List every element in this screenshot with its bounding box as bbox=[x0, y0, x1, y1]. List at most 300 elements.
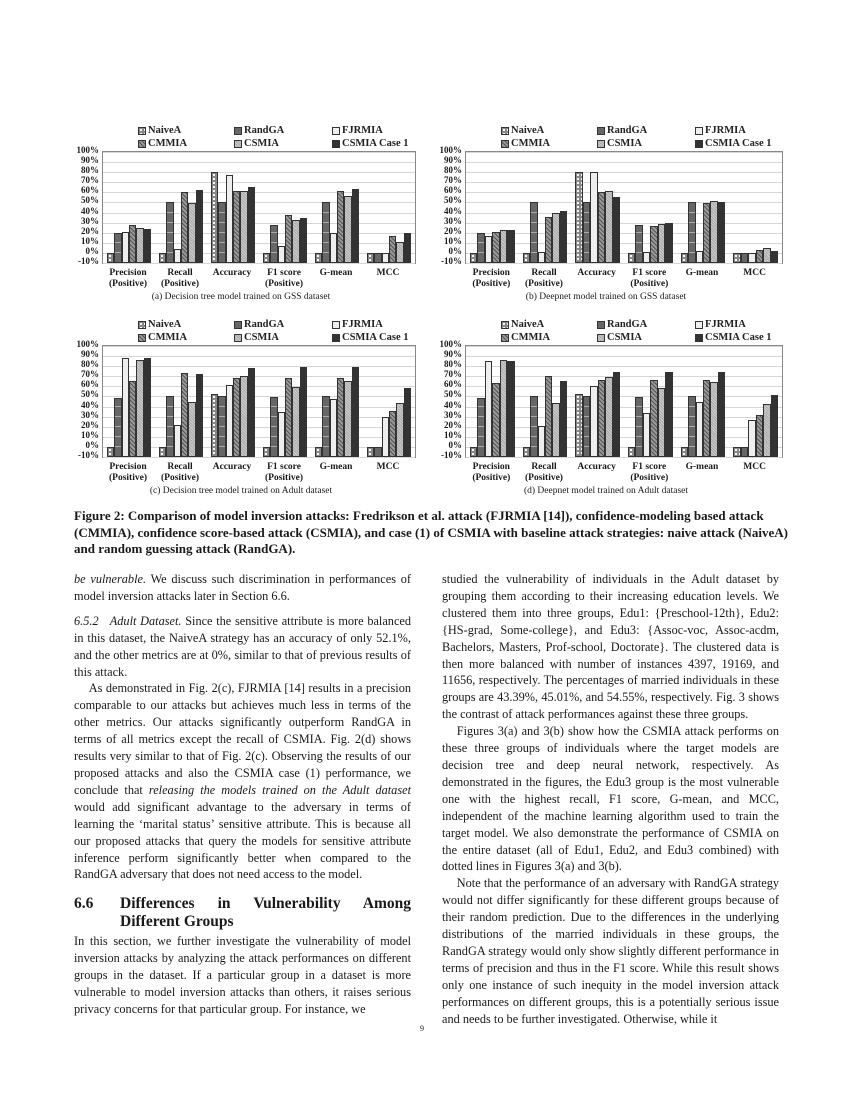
bar bbox=[575, 172, 582, 263]
legend-item bbox=[332, 138, 409, 149]
bar bbox=[344, 381, 351, 457]
bar bbox=[315, 447, 322, 457]
bar bbox=[681, 253, 688, 263]
bar bbox=[703, 380, 710, 457]
x-category-label: Precision (Positive) bbox=[472, 268, 511, 289]
bar bbox=[188, 402, 195, 458]
bar bbox=[322, 396, 329, 457]
bar bbox=[748, 253, 755, 263]
y-tick-label: 40% bbox=[444, 205, 462, 216]
y-tick-label: 10% bbox=[444, 429, 462, 440]
bar bbox=[552, 213, 559, 263]
y-tick-label: 80% bbox=[81, 165, 99, 176]
bar bbox=[292, 220, 299, 263]
x-category-label: MCC bbox=[376, 268, 400, 278]
gridline bbox=[466, 223, 782, 224]
figure-panel-c bbox=[62, 316, 420, 502]
bar bbox=[374, 447, 381, 457]
y-tick-label: 20% bbox=[444, 225, 462, 236]
y-tick-label: 80% bbox=[444, 165, 462, 176]
bar bbox=[233, 191, 240, 263]
bar bbox=[218, 396, 225, 457]
section-heading: 6.6 Differences in Vulnerability Among Different Groups bbox=[74, 895, 411, 931]
bar bbox=[196, 374, 203, 457]
y-tick-label: -10% bbox=[441, 450, 462, 460]
y-tick-label: 10% bbox=[81, 429, 99, 440]
legend-item bbox=[234, 319, 284, 330]
legend-label: FJRMIA bbox=[342, 125, 383, 136]
legend-label: CSMIA bbox=[607, 332, 643, 343]
legend-label: CSMIA Case 1 bbox=[342, 332, 409, 343]
x-category-label: Recall (Positive) bbox=[524, 462, 563, 483]
legend-item bbox=[234, 138, 279, 149]
bar bbox=[211, 172, 218, 263]
bar bbox=[166, 396, 173, 457]
subfigure-caption: (b) Deepnet model trained on GSS dataset bbox=[525, 292, 687, 302]
gridline bbox=[103, 152, 415, 153]
legend-label: RandGA bbox=[244, 319, 285, 330]
bar bbox=[650, 226, 657, 263]
bar bbox=[598, 380, 605, 457]
x-category-label: G-mean bbox=[685, 268, 719, 278]
bar bbox=[270, 397, 277, 457]
x-category-label: Precision (Positive) bbox=[472, 462, 511, 483]
y-tick-label: 100% bbox=[439, 145, 462, 155]
bar bbox=[613, 197, 620, 263]
bar bbox=[741, 447, 748, 457]
bar bbox=[530, 396, 537, 457]
plot-area bbox=[102, 151, 416, 264]
bar bbox=[159, 253, 166, 263]
legend-swatch-icon bbox=[501, 127, 509, 135]
legend-label: RandGA bbox=[244, 125, 285, 136]
y-tick-label: 0% bbox=[85, 245, 99, 256]
x-category-label: Recall (Positive) bbox=[524, 268, 563, 289]
bar bbox=[240, 191, 247, 263]
x-category-label: F1 score (Positive) bbox=[265, 462, 303, 483]
y-tick-label: 70% bbox=[81, 175, 99, 186]
x-category-label: F1 score (Positive) bbox=[630, 268, 669, 289]
bar bbox=[545, 376, 552, 457]
bar bbox=[129, 381, 136, 457]
bar bbox=[733, 253, 740, 263]
bar bbox=[322, 202, 329, 263]
gridline bbox=[103, 223, 415, 224]
x-category-label: MCC bbox=[743, 268, 766, 278]
bar bbox=[741, 253, 748, 263]
bar bbox=[196, 190, 203, 263]
figure-caption: Figure 2: Comparison of model inversion attacks: Fredrikson et al. attack (FJRMIA [14]), confidence-modeling based attack (CMMIA), confidence score-based attack (CSMIA), and case (1) of CSMIA with baseline attack strategies: naive attack (NaiveA) and random guessing attack (RandGA). bbox=[74, 508, 788, 556]
gridline bbox=[103, 192, 415, 193]
figure-panel-b bbox=[425, 122, 787, 308]
legend-item bbox=[695, 125, 746, 136]
bar bbox=[300, 218, 307, 263]
bar bbox=[523, 253, 530, 263]
legend-swatch-icon bbox=[501, 321, 509, 329]
bar bbox=[500, 230, 507, 263]
bar bbox=[107, 253, 114, 263]
x-category-label: Accuracy bbox=[577, 268, 616, 278]
legend-item bbox=[597, 125, 647, 136]
legend-label: RandGA bbox=[607, 319, 648, 330]
legend-label: CMMIA bbox=[148, 332, 188, 343]
gridline bbox=[466, 457, 782, 458]
legend-swatch-icon bbox=[597, 321, 605, 329]
chart-legend bbox=[425, 122, 787, 150]
bar bbox=[330, 399, 337, 457]
bar bbox=[507, 361, 514, 457]
legend-item bbox=[234, 125, 284, 136]
legend-swatch-icon bbox=[597, 127, 605, 135]
bar bbox=[688, 202, 695, 263]
bar bbox=[538, 252, 545, 263]
x-category-label: MCC bbox=[376, 462, 400, 472]
bar bbox=[485, 361, 492, 457]
legend-item bbox=[138, 332, 187, 343]
bar bbox=[136, 360, 143, 457]
plot-area bbox=[465, 345, 783, 458]
bar bbox=[477, 233, 484, 263]
legend-swatch-icon bbox=[234, 140, 242, 148]
gridline bbox=[466, 213, 782, 214]
bar bbox=[374, 253, 381, 263]
bar bbox=[248, 187, 255, 263]
y-tick-label: 0% bbox=[85, 439, 99, 450]
bar bbox=[688, 396, 695, 457]
bar bbox=[583, 202, 590, 263]
gridline bbox=[466, 182, 782, 183]
legend-label: CSMIA bbox=[607, 138, 643, 149]
bar bbox=[560, 211, 567, 263]
bar bbox=[560, 381, 567, 457]
legend-swatch-icon bbox=[332, 334, 340, 342]
legend-label: CSMIA Case 1 bbox=[342, 138, 409, 149]
legend-label: CSMIA bbox=[244, 138, 280, 149]
legend-swatch-icon bbox=[695, 140, 703, 148]
bar bbox=[718, 202, 725, 263]
chart-legend bbox=[62, 316, 420, 344]
legend-item bbox=[695, 319, 746, 330]
bar bbox=[545, 217, 552, 263]
bar bbox=[658, 388, 665, 457]
bar bbox=[733, 447, 740, 457]
legend-swatch-icon bbox=[332, 127, 340, 135]
y-tick-label: 60% bbox=[81, 185, 99, 196]
bar bbox=[605, 377, 612, 457]
legend-item bbox=[138, 138, 187, 149]
legend-item bbox=[501, 319, 544, 330]
bar bbox=[122, 232, 129, 263]
page-number: 9 bbox=[420, 1024, 424, 1033]
bar bbox=[710, 201, 717, 263]
bar bbox=[263, 253, 270, 263]
bar bbox=[507, 230, 514, 263]
x-category-label: Precision (Positive) bbox=[109, 268, 147, 289]
bar bbox=[756, 250, 763, 263]
bar bbox=[485, 236, 492, 263]
subsection-paragraph: 6.5.2 Adult Dataset. Since the sensitive attribute is more balanced in this dataset, the NaiveA strategy has an accuracy of only 52.1%, and the other metrics are at 0%, similar to that of previous results of this attack. bbox=[74, 613, 412, 679]
gridline bbox=[103, 263, 415, 264]
y-tick-label: 20% bbox=[81, 225, 99, 236]
bar bbox=[470, 253, 477, 263]
legend-item bbox=[138, 125, 181, 136]
bar bbox=[696, 402, 703, 458]
y-tick-label: 0% bbox=[448, 245, 462, 256]
paragraph: be vulnerable. We discuss such discrimination in performances of model inversion attacks later in Section 6.6. bbox=[74, 572, 412, 603]
bar bbox=[159, 447, 166, 457]
y-tick-label: 80% bbox=[81, 359, 99, 370]
legend-label: NaiveA bbox=[511, 319, 545, 330]
bar bbox=[144, 229, 151, 263]
bar bbox=[367, 447, 374, 457]
bar bbox=[583, 396, 590, 457]
bar bbox=[344, 196, 351, 263]
y-tick-label: 70% bbox=[444, 369, 462, 380]
bar bbox=[285, 215, 292, 263]
bar bbox=[107, 447, 114, 457]
x-category-label: G-mean bbox=[319, 268, 353, 278]
x-category-label: F1 score (Positive) bbox=[630, 462, 669, 483]
gridline bbox=[466, 263, 782, 264]
bar bbox=[122, 358, 129, 457]
bar bbox=[285, 378, 292, 457]
legend-swatch-icon bbox=[332, 140, 340, 148]
bar bbox=[300, 367, 307, 457]
bar bbox=[552, 403, 559, 457]
legend-label: CMMIA bbox=[511, 138, 551, 149]
y-tick-label: 50% bbox=[444, 389, 462, 400]
legend-item bbox=[332, 332, 409, 343]
bar bbox=[144, 358, 151, 457]
bar bbox=[382, 417, 389, 457]
legend-swatch-icon bbox=[501, 334, 509, 342]
bar bbox=[330, 233, 337, 263]
figure-panel-a bbox=[62, 122, 420, 308]
bar bbox=[233, 378, 240, 457]
bar bbox=[500, 360, 507, 457]
bar bbox=[389, 411, 396, 457]
plot-area bbox=[465, 151, 783, 264]
y-tick-label: 100% bbox=[439, 339, 462, 349]
subfigure-caption: (d) Deepnet model trained on Adult dataset bbox=[523, 486, 689, 496]
bar bbox=[114, 233, 121, 263]
legend-label: CSMIA bbox=[244, 332, 280, 343]
bar bbox=[575, 394, 582, 457]
bar bbox=[748, 420, 755, 457]
y-tick-label: -10% bbox=[78, 256, 99, 266]
legend-label: CSMIA Case 1 bbox=[705, 138, 772, 149]
legend-item bbox=[332, 319, 383, 330]
legend-item bbox=[501, 125, 544, 136]
legend-swatch-icon bbox=[695, 334, 703, 342]
bar bbox=[470, 447, 477, 457]
legend-swatch-icon bbox=[234, 321, 242, 329]
legend-swatch-icon bbox=[597, 140, 605, 148]
x-category-label: Accuracy bbox=[577, 462, 616, 472]
x-category-label: F1 score (Positive) bbox=[265, 268, 303, 289]
y-tick-label: 70% bbox=[444, 175, 462, 186]
legend-item bbox=[695, 138, 772, 149]
legend-label: FJRMIA bbox=[705, 319, 746, 330]
y-tick-label: 90% bbox=[444, 349, 462, 360]
bar bbox=[270, 225, 277, 263]
bar bbox=[226, 385, 233, 457]
y-tick-label: 100% bbox=[76, 339, 99, 349]
bar bbox=[703, 203, 710, 263]
bar bbox=[248, 368, 255, 457]
y-tick-label: 30% bbox=[81, 215, 99, 226]
bar bbox=[643, 252, 650, 263]
x-category-label: Recall (Positive) bbox=[161, 462, 199, 483]
y-tick-label: 20% bbox=[81, 419, 99, 430]
bar bbox=[628, 253, 635, 263]
gridline bbox=[466, 192, 782, 193]
paragraph: Note that the performance of an adversary with RandGA strategy would not differ significantly for these different groups because of their random prediction. Due to the differences in the underlying distributions of the married individuals in these groups, the RandGA strategy would only show slightly different performance in terms of precision and thus in the F1 score. While this result shows only one instance of such inequity in the model inversion attack performances on different groups, this is a potentially serious issue and needs to be further investigated. Otherwise, while it bbox=[442, 876, 779, 1026]
bar bbox=[337, 378, 344, 457]
bar bbox=[292, 387, 299, 457]
bar bbox=[538, 426, 545, 457]
bar bbox=[136, 228, 143, 263]
legend-label: NaiveA bbox=[511, 125, 545, 136]
y-tick-label: 50% bbox=[81, 389, 99, 400]
bar bbox=[590, 172, 597, 263]
bar bbox=[492, 232, 499, 263]
legend-swatch-icon bbox=[138, 127, 146, 135]
legend-swatch-icon bbox=[597, 334, 605, 342]
bar bbox=[396, 403, 403, 457]
x-category-label: Accuracy bbox=[212, 462, 252, 472]
bar bbox=[382, 253, 389, 263]
y-tick-label: -10% bbox=[78, 450, 99, 460]
y-tick-label: 30% bbox=[81, 409, 99, 420]
bar bbox=[278, 412, 285, 457]
bar bbox=[404, 233, 411, 263]
legend-swatch-icon bbox=[234, 334, 242, 342]
gridline bbox=[103, 213, 415, 214]
y-tick-label: 20% bbox=[444, 419, 462, 430]
gridline bbox=[103, 356, 415, 357]
y-tick-label: 70% bbox=[81, 369, 99, 380]
y-tick-label: 50% bbox=[444, 195, 462, 206]
bar bbox=[166, 202, 173, 263]
paragraph: As demonstrated in Fig. 2(c), FJRMIA [14] results in a precision comparable to our attacks but achieves much less in terms of the other metrics. Our attacks significantly outperform RandGA in terms of all metrics except the recall of CSMIA. Fig. 2(d) shows results very similar to that of Fig. 2(c). Observing the results of our proposed attacks and also the CSMIA case (1) performance, we conclude that releasing the models trained on the Adult dataset would add significant advantage to the adversary in terms of learning the ‘marital status’ sensitive attribute. This is because all our proposed attacks that query the models for sensitive attribute inference perform significantly better when compared to the RandGA adversary that does not need access to the model. bbox=[74, 681, 411, 882]
legend-label: NaiveA bbox=[148, 125, 182, 136]
legend-item bbox=[597, 138, 642, 149]
legend-label: FJRMIA bbox=[342, 319, 383, 330]
y-tick-label: 10% bbox=[444, 235, 462, 246]
x-category-label: G-mean bbox=[685, 462, 719, 472]
right-column bbox=[442, 571, 779, 1027]
legend-swatch-icon bbox=[138, 321, 146, 329]
y-tick-label: 30% bbox=[444, 215, 462, 226]
bar bbox=[763, 248, 770, 263]
legend-swatch-icon bbox=[234, 127, 242, 135]
bar bbox=[658, 224, 665, 263]
legend-item bbox=[501, 138, 550, 149]
bar bbox=[710, 382, 717, 457]
subfigure-caption: (c) Decision tree model trained on Adult dataset bbox=[149, 486, 333, 496]
bar bbox=[756, 415, 763, 457]
gridline bbox=[103, 457, 415, 458]
gridline bbox=[466, 346, 782, 347]
bar bbox=[628, 447, 635, 457]
gridline bbox=[466, 152, 782, 153]
bar bbox=[129, 225, 136, 263]
legend-item bbox=[138, 319, 181, 330]
gridline bbox=[103, 202, 415, 203]
bar bbox=[404, 388, 411, 457]
legend-label: CMMIA bbox=[511, 332, 551, 343]
bar bbox=[771, 395, 778, 457]
bar bbox=[665, 372, 672, 457]
x-category-label: Recall (Positive) bbox=[161, 268, 199, 289]
bar bbox=[763, 404, 770, 457]
y-tick-label: 0% bbox=[448, 439, 462, 450]
bar bbox=[352, 189, 359, 263]
paragraph: In this section, we further investigate the vulnerability of model inversion attacks by analyzing the attack performances on different groups in the dataset. If a particular group in a dataset is more vulnerable to model inversion attacks than others, it raises serious privacy concerns for that particular group. For instance, we bbox=[74, 934, 411, 1016]
bar bbox=[696, 251, 703, 263]
legend-swatch-icon bbox=[695, 321, 703, 329]
bar bbox=[337, 191, 344, 263]
bar bbox=[635, 225, 642, 263]
bar bbox=[650, 380, 657, 457]
bar bbox=[181, 373, 188, 457]
bar bbox=[718, 372, 725, 457]
figure-panel-d bbox=[425, 316, 787, 502]
legend-label: CSMIA Case 1 bbox=[705, 332, 772, 343]
bar bbox=[211, 394, 218, 457]
bar bbox=[396, 242, 403, 263]
gridline bbox=[103, 182, 415, 183]
y-tick-label: 100% bbox=[76, 145, 99, 155]
y-tick-label: 30% bbox=[444, 409, 462, 420]
y-tick-label: 80% bbox=[444, 359, 462, 370]
legend-item bbox=[501, 332, 550, 343]
chart-legend bbox=[425, 316, 787, 344]
bar bbox=[114, 398, 121, 457]
legend-label: CMMIA bbox=[148, 138, 188, 149]
gridline bbox=[466, 162, 782, 163]
legend-swatch-icon bbox=[501, 140, 509, 148]
bar bbox=[590, 386, 597, 457]
bar bbox=[492, 383, 499, 457]
legend-label: FJRMIA bbox=[705, 125, 746, 136]
bar bbox=[181, 192, 188, 263]
bar bbox=[771, 251, 778, 263]
bar bbox=[613, 372, 620, 457]
legend-label: NaiveA bbox=[148, 319, 182, 330]
bar bbox=[598, 192, 605, 263]
y-tick-label: 10% bbox=[81, 235, 99, 246]
x-category-label: Precision (Positive) bbox=[109, 462, 147, 483]
y-tick-label: 50% bbox=[81, 195, 99, 206]
y-tick-label: 90% bbox=[81, 349, 99, 360]
legend-swatch-icon bbox=[138, 334, 146, 342]
paragraph: Figures 3(a) and 3(b) show how the CSMIA attack performs on these three groups of individuals where the target models are decision tree and deep neural network, respectively. As demonstrated in the figures, the Edu3 group is the most vulnerable one with the highest recall, F1 score, G-mean, and MCC, independent of the machine learning algorithm used to train the target model. We also demonstrate the performance of CSMIA on the entire dataset (all of Edu1, Edu2, and Edu3 combined) with dotted lines in Figures 3(a) and 3(b). bbox=[442, 724, 779, 874]
y-tick-label: 90% bbox=[444, 155, 462, 166]
gridline bbox=[466, 172, 782, 173]
legend-swatch-icon bbox=[138, 140, 146, 148]
y-tick-label: 90% bbox=[81, 155, 99, 166]
legend-item bbox=[234, 332, 279, 343]
left-column bbox=[74, 571, 411, 1018]
bar bbox=[477, 398, 484, 457]
gridline bbox=[103, 172, 415, 173]
x-category-label: MCC bbox=[743, 462, 766, 472]
bar bbox=[240, 376, 247, 457]
legend-item bbox=[597, 319, 647, 330]
gridline bbox=[103, 346, 415, 347]
